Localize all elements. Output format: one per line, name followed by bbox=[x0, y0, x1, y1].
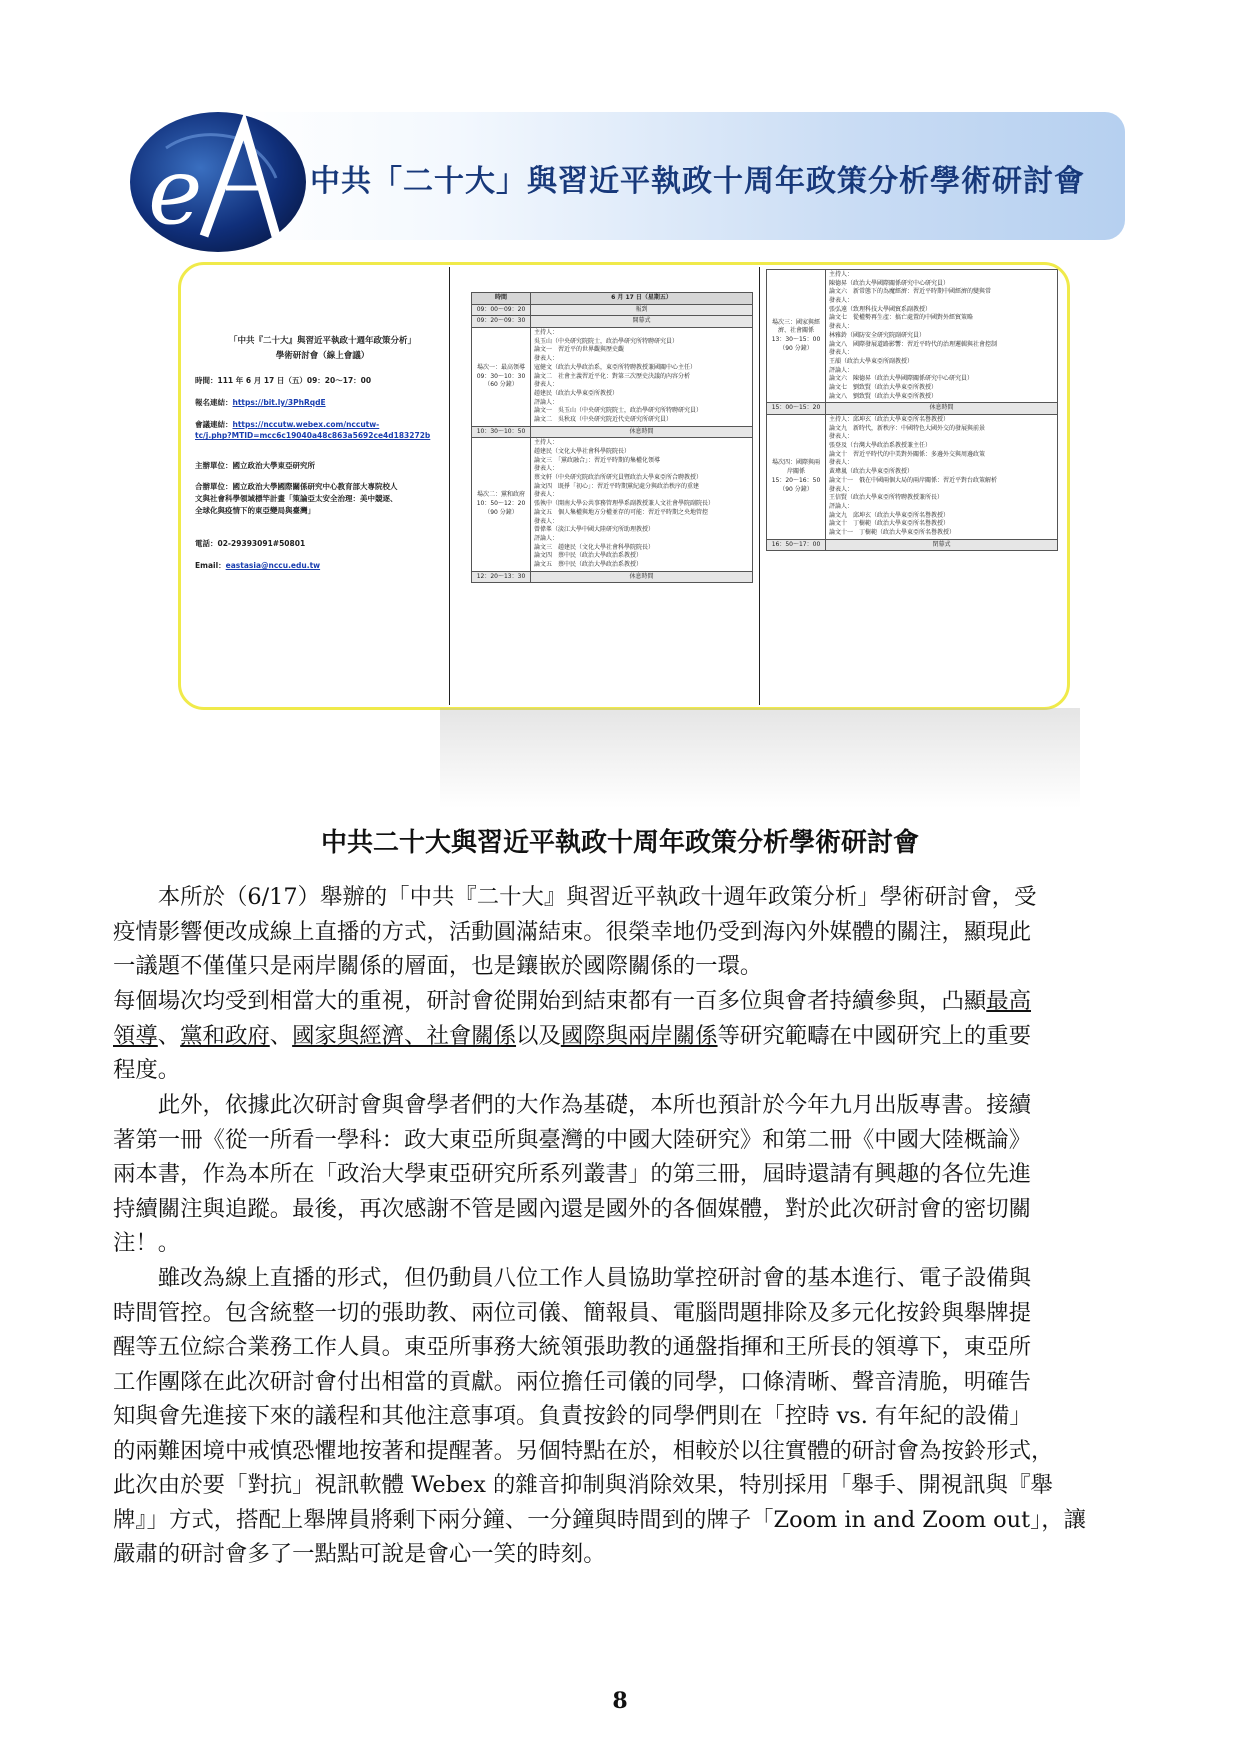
info-coorganizer-2: 文與社會科學領域標竿計畫「策論亞太安全治理：美中競逐、 bbox=[195, 494, 398, 504]
table-row bbox=[472, 426, 753, 438]
ea-logo bbox=[126, 108, 312, 256]
signup-label: 報名連結： bbox=[195, 397, 233, 407]
page-number: 8 bbox=[612, 1688, 628, 1714]
row-time: 10：30～10：50 bbox=[472, 426, 531, 438]
underlined-term: 國際與兩岸關係 bbox=[560, 1022, 718, 1049]
row-time: 09：20～09：30 bbox=[472, 316, 531, 328]
row-time: 09：00～09：20 bbox=[472, 304, 531, 316]
text-line bbox=[113, 1019, 1031, 1054]
agenda-reflection bbox=[440, 708, 1080, 808]
row-time: 場次一：最高領導 09：30～10：30 （60 分鐘） bbox=[472, 328, 531, 427]
agenda-image bbox=[178, 262, 1070, 710]
header-time: 時間 bbox=[472, 293, 531, 305]
info-meeting bbox=[195, 419, 450, 442]
table-row bbox=[472, 328, 753, 427]
text-line: 工作團隊在此次研討會付出相當的貢獻。兩位擔任司儀的同學，口條清晰、聲音清脆，明確告 bbox=[113, 1368, 1032, 1395]
article-title: 中共二十大與習近平執政十周年政策分析學術研討會 bbox=[320, 828, 919, 858]
paragraph-1 bbox=[113, 880, 1037, 984]
table-row bbox=[767, 403, 1058, 415]
row-content: 主持人： 趙建民（文化大學社會科學院院長） 論文三 「黨政融合」：習近平時期的集權化領導 發表人： 蔡文軒（中央研究院政治所研究員暨政治大學東亞所合聘教授） 論文四 既掙「初心」：習近平時期黨紀處分與政治秩序的重建 發表人： 張執中（開南大學公共事務管理學系副教授兼人文社會學院副院長） 論文五 個人集權與地方分權並存的可能：習近平時期之央地管控 發表人： 曾偉峯（淡江大學中國大陸研究所助理教授） 評論人： 論文三 趙建民（文化大學社會科學院院長） 論文四 蔡中民（政治大學政治系教授） 論文五 蔡中民（政治大學政治系教授） bbox=[531, 438, 753, 571]
text-line: 兩本書，作為本所在「政治大學東亞研究所系列叢書」的第三冊，屆時還請有興趣的各位先進 bbox=[113, 1161, 1032, 1187]
email-link[interactable]: eastasia@nccu.edu.tw bbox=[225, 560, 321, 570]
info-phone: 電話：02-29393091#50801 bbox=[195, 539, 306, 549]
table-row bbox=[472, 571, 753, 583]
text-line: 著第一冊《從一所看一學科：政大東亞所與臺灣的中國大陸研究》和第二冊《中國大陸概論》 bbox=[113, 1126, 1032, 1153]
meeting-label: 會議連結： bbox=[195, 419, 233, 429]
table-row bbox=[767, 539, 1058, 551]
text-line: 疫情影響便改成線上直播的方式，活動圓滿結束。很榮幸地仍受到海內外媒體的關注，顯現此 bbox=[113, 918, 1032, 945]
table-row bbox=[472, 304, 753, 316]
text-line: 時間管控。包含統整一切的張助教、兩位司儀、簡報員、電腦問題排除及多元化按鈴與舉牌提 bbox=[113, 1299, 1032, 1326]
info-title: 「中共『二十大』與習近平執政十週年政策分析」 bbox=[228, 336, 416, 346]
row-time: 場次二：黨和政府 10：50～12：20 （90 分鐘） bbox=[472, 438, 531, 571]
underlined-term: 最高 bbox=[986, 988, 1032, 1014]
paragraph-3 bbox=[113, 1088, 1031, 1261]
row-content: 報到 bbox=[531, 304, 753, 316]
text-line: 本所於（6/17）舉辦的「中共『二十大』與習近平執政十週年政策分析」學術研討會，受 bbox=[113, 884, 1037, 910]
banner-title: 中共「二十大」與習近平執政十周年政策分析學術研討會 bbox=[310, 164, 1085, 199]
text-line: 持續關注與追蹤。最後，再次感謝不管是國內還是國外的各個媒體，對於此次研討會的密切關 bbox=[113, 1195, 1032, 1222]
info-coorganizer: 合辦單位：國立政治大學國際關係研究中心教育部大專院校人 bbox=[195, 482, 398, 492]
table-header bbox=[472, 293, 753, 305]
row-time: 15：00～15：20 bbox=[767, 403, 826, 415]
header-date: 6 月 17 日（星期五） bbox=[531, 293, 753, 305]
paragraph-4 bbox=[113, 1261, 1086, 1572]
column-divider bbox=[759, 267, 760, 705]
info-time: 時間：111 年 6 月 17 日（五）09：20～17：00 bbox=[195, 376, 372, 386]
signup-link[interactable]: https://bit.ly/3PhRqdE bbox=[232, 397, 326, 407]
info-email bbox=[195, 560, 450, 572]
row-content: 主持人：邱坤玄（政治大學東亞所名譽教授） 論文九 新時代，新秩序：中國特色大國外交的發展與前景 發表人： 張登及（台灣大學政治系教授兼主任） 論文十 習近平時代的中美對外關係：多邊外交與周邊政策 發表人： 黃瑋嵐（政治大學東亞所教授） 論文十一 俄在中國兩個大局的兩岸關係：習近平對台政策解析 發表人： 王信賢（政治大學東亞所特聘教授兼所長） 評論人： 論文九 邱坤玄（政治大學東亞所名譽教授） 論文十 丁樹範（政治大學東亞所名譽教授） 論文十一 丁樹範（政治大學東亞所名譽教授） bbox=[826, 415, 1058, 540]
text-line: 此外，依據此次研討會與會學者們的大作為基礎，本所也預計於今年九月出版專書。接續 bbox=[113, 1092, 1032, 1118]
row-time: 場次三：國家與經濟、社會關係 13：30～15：00 （90 分鐘） bbox=[767, 270, 826, 403]
row-time: 16：50～17：00 bbox=[767, 539, 826, 551]
text-line: 知與會先進接下來的議程和其他注意事項。負責按鈴的同學們則在「控時 vs. 有年紀的設備」 bbox=[113, 1403, 1032, 1429]
table-row bbox=[767, 270, 1058, 403]
underlined-term: 國家與經濟、社會關係 bbox=[292, 1022, 517, 1049]
agenda-info bbox=[195, 335, 450, 582]
text-line: 此次由於要「對抗」視訊軟體 Webex 的雜音抑制與消除效果，特別採用「舉手、開視訊與『舉 bbox=[113, 1472, 1053, 1498]
text-span: 、 bbox=[157, 1022, 181, 1049]
table-row bbox=[472, 438, 753, 571]
table-row bbox=[472, 316, 753, 328]
row-content: 開幕式 bbox=[531, 316, 753, 328]
text-line: 醒等五位綜合業務工作人員。東亞所事務大統領張助教的通盤指揮和王所長的領導下，東亞所 bbox=[113, 1334, 1032, 1360]
meeting-link[interactable]: https://nccutw.webex.com/nccutw- bbox=[232, 419, 380, 429]
row-time: 場次四：國際與兩岸關係 15：20～16：50 （90 分鐘） bbox=[767, 415, 826, 540]
text-line: 牌』」方式，搭配上舉牌員將剩下兩分鐘、一分鐘與時間到的牌子「Zoom in and Zoom out」，讓 bbox=[113, 1506, 1087, 1533]
table-row bbox=[767, 415, 1058, 540]
row-content: 主持人： 陳德昇（政治大學國際關係研究中心研究員） 論文六 新常態下的為魔經濟：習近平時期中國經濟的變與常 發表人： 張弘遠（致理科技大學國貿系副教授） 論文七 從權勢再生產：搞亡處置的中國對外經貿策略 發表人： 林雅鈴（國防安全研究院副研究員） 論文八 國際發展道路影響：習近平時代的治理邏輯與社會控制 發表人： 王韻（政治大學東亞所副教授） 評論人： 論文六 陳德昇（政治大學國際關係研究中心研究員） 論文七 劉致賢（政治大學東亞所教授） 論文八 劉致賢（政治大學東亞所教授） bbox=[826, 270, 1058, 403]
text-line bbox=[113, 984, 1031, 1019]
svg-text:e: e bbox=[148, 138, 203, 245]
text-line: 一議題不僅僅只是兩岸關係的層面，也是鑲嵌於國際關係的一環。 bbox=[113, 953, 763, 979]
meeting-link-cont[interactable]: tc/j.php?MTID=mcc6c19040a48c863a5692ce4d183272b bbox=[195, 431, 431, 441]
text-line: 嚴肅的研討會多了一點點可說是會心一笑的時刻。 bbox=[113, 1541, 606, 1567]
underlined-term: 黨和政府 bbox=[180, 1022, 270, 1049]
row-time: 12：20～13：30 bbox=[472, 571, 531, 583]
email-label: Email： bbox=[195, 560, 226, 570]
text-span: 、 bbox=[269, 1022, 293, 1049]
info-subtitle: 學術研討會（線上會議） bbox=[275, 351, 370, 362]
underlined-term: 領導 bbox=[113, 1022, 158, 1049]
row-content: 閉幕式 bbox=[826, 539, 1058, 551]
paragraph-2 bbox=[113, 984, 1031, 1088]
row-content: 休息時間 bbox=[826, 403, 1058, 415]
text-span: 每個場次均受到相當大的重視，研討會從開始到結束都有一百多位與會者持續參與，凸顯 bbox=[113, 988, 987, 1014]
row-content: 主持人： 吳玉山（中央研究院院士，政治學研究所特聘研究員） 論文一 習近平的世界觀與歷史觀 發表人： 寇健文（政治大學政治系，東亞所特聘教授兼國關中心主任） 論文二 社會主義習近平化：對第三次歷史決議的內容分析 發表人： 趙建民（政治大學東亞所教授） 評論人： 論文一 吳玉山（中央研究院院士，政治學研究所特聘研究員） 論文二 吳秋玟（中央研究院近代史研究所研究員） bbox=[531, 328, 753, 427]
info-signup bbox=[195, 397, 450, 409]
agenda-table-morning bbox=[471, 292, 753, 583]
row-content: 休息時間 bbox=[531, 426, 753, 438]
text-line: 雖改為線上直播的形式，但仍動員八位工作人員協助掌控研討會的基本進行、電子設備與 bbox=[113, 1265, 1032, 1291]
text-span: 以及 bbox=[516, 1022, 561, 1049]
text-line: 注！。 bbox=[113, 1230, 181, 1256]
text-line: 的兩難困境中戒慎恐懼地按著和提醒著。另個特點在於，相較於以往實體的研討會為按鈴形式， bbox=[113, 1437, 1054, 1464]
text-line: 程度。 bbox=[113, 1057, 181, 1083]
info-organizer: 主辦單位：國立政治大學東亞研究所 bbox=[195, 460, 315, 470]
row-content: 休息時間 bbox=[531, 571, 753, 583]
text-span: 等研究範疇在中國研究上的重要 bbox=[717, 1022, 1032, 1049]
info-coorganizer-3: 全球化與疫情下的東亞變局與臺灣」 bbox=[195, 505, 315, 515]
agenda-table-afternoon bbox=[766, 269, 1058, 551]
